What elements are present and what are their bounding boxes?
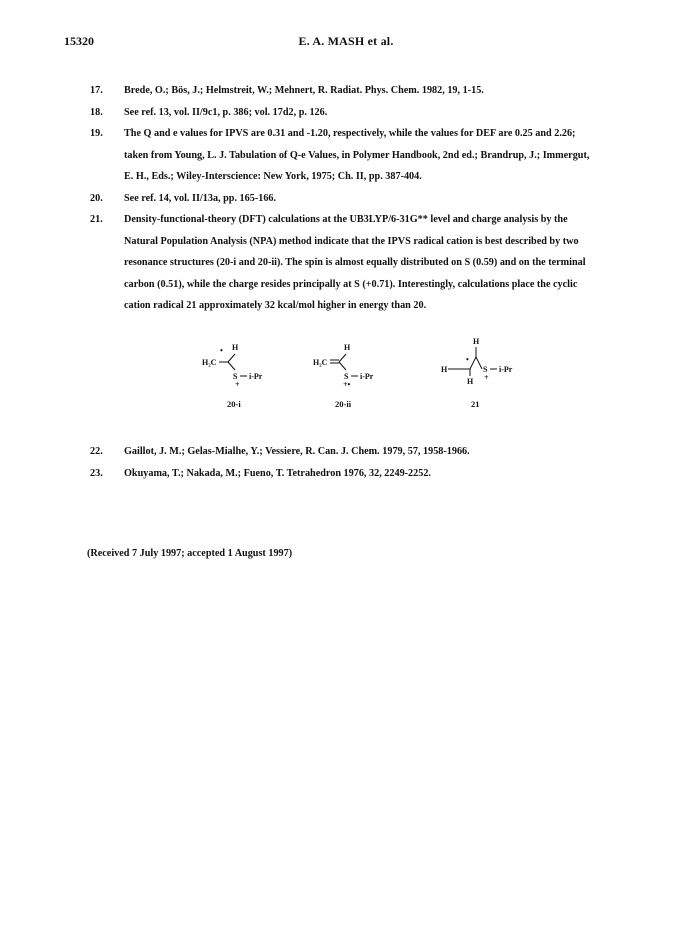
reference-number: 20. — [90, 192, 103, 204]
atom-s: S — [344, 372, 349, 381]
reference-text: Brede, O.; Bös, J.; Helmstreit, W.; Mehnert, R. Radiat. Phys. Chem. 1982, 19, 1-15. — [124, 85, 484, 96]
reference-text: See ref. 14, vol. II/13a, pp. 165-166. — [124, 192, 277, 204]
bond — [339, 362, 346, 370]
reference-22 — [90, 441, 590, 463]
reference-text: See ref. 13, vol. II/9c1, p. 386; vol. 17d2, p. 126. — [124, 106, 328, 118]
radical-dot: • — [220, 346, 223, 355]
structure-20-ii — [313, 343, 374, 409]
atom-ch2: H₂C — [202, 358, 217, 367]
reference-text: Okuyama, T.; Nakada, M.; Fueno, T. Tetrahedron 1976, 32, 2249-2252. — [124, 467, 431, 479]
references-list-top — [90, 80, 590, 317]
radical-dot: • — [466, 355, 469, 364]
structure-21 — [441, 337, 513, 409]
reference-20 — [90, 188, 590, 210]
structure-label: 20-i — [227, 399, 241, 409]
structures-figure — [0, 330, 692, 410]
cation-charge: + — [484, 373, 489, 382]
reference-23 — [90, 463, 590, 485]
atom-h: H — [344, 343, 351, 352]
running-head: E. A. MASH et al. — [298, 34, 394, 48]
reference-number: 18. — [90, 106, 103, 118]
isopropyl-group: i-Pr — [249, 372, 263, 381]
isopropyl-group: i-Pr — [360, 372, 374, 381]
atom-h: H — [232, 343, 239, 352]
received-accepted-note: (Received 7 July 1997; accepted 1 August 1997) — [87, 548, 293, 559]
ring-bond — [476, 357, 482, 369]
reference-21 — [90, 209, 590, 317]
page-number: 15320 — [64, 34, 94, 48]
reference-17 — [90, 80, 590, 102]
structure-label: 21 — [471, 399, 480, 409]
reference-19 — [90, 123, 590, 188]
reference-number: 23. — [90, 467, 103, 479]
structure-label: 20-ii — [335, 399, 352, 409]
isopropyl-group: i-Pr — [499, 365, 513, 374]
chemical-structures — [0, 330, 692, 410]
bond — [339, 354, 346, 362]
atom-h-bottom: H — [467, 377, 474, 386]
reference-number: 17. — [90, 85, 103, 96]
reference-18 — [90, 102, 590, 124]
radical-cation-charge: +• — [343, 380, 351, 389]
structure-20-i — [202, 343, 263, 409]
cation-charge: + — [235, 380, 240, 389]
bond — [228, 354, 235, 362]
atom-h-left: H — [441, 365, 448, 374]
reference-text: Density-functional-theory (DFT) calculations at the UB3LYP/6-31G** level and charge analysis by the Natural Population Analysis (NPA) method indicate that the IPVS radical cation is best described by two resonance structures (20-i and 20-ii). The spin is almost equally distributed on S (0.59) and on the terminal carbon (0.51), while the charge resides principally at S (+0.71). Interestingly, calculations place the cyclic cation radical 21 approximately 32 kcal/mol higher in energy than 20. — [124, 214, 586, 311]
atom-ch2: H₂C — [313, 358, 328, 367]
reference-text: The Q and e values for IPVS are 0.31 and -1.20, respectively, while the values for DEF are 0.25 and 2.26; taken from Young, L. J. Tabulation of Q-e Values, in Polymer Handbook, 2nd ed.; Brandrup, J.; Immergut, E. H., Eds.; Wiley-Interscience: New York, 1975; Ch. II, pp. 387-404. — [124, 128, 590, 182]
reference-number: 19. — [90, 128, 103, 139]
bond — [228, 362, 235, 370]
reference-number: 21. — [90, 214, 103, 225]
ring-bond — [470, 357, 476, 369]
reference-text: Gaillot, J. M.; Gelas-Mialhe, Y.; Vessiere, R. Can. J. Chem. 1979, 57, 1958-1966. — [124, 446, 470, 457]
atom-s: S — [483, 365, 488, 374]
atom-h-top: H — [473, 337, 480, 346]
reference-number: 22. — [90, 446, 103, 457]
atom-s: S — [233, 372, 238, 381]
references-list-bottom — [90, 441, 590, 484]
